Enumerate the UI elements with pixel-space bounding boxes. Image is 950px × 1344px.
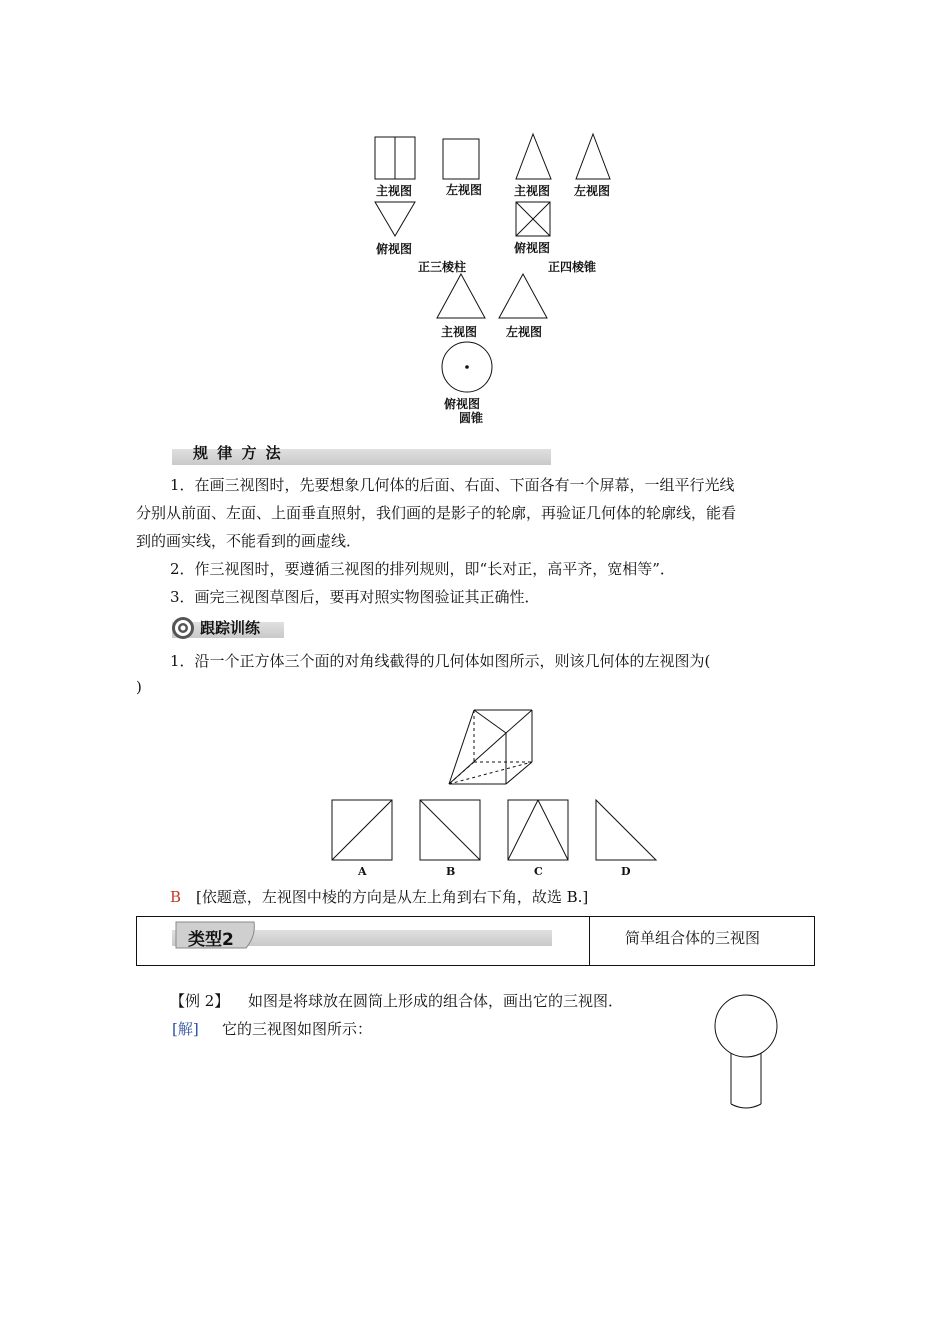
option-b-label: B — [446, 865, 456, 878]
method-title: 规 律 方 法 — [193, 444, 283, 462]
example-text: 如图是将球放在圆筒上形成的组合体，画出它的三视图． — [248, 992, 624, 1010]
type-badge: 类型2 — [188, 930, 234, 950]
pyramid-name-label: 正四棱锥 — [548, 260, 597, 274]
prism-left-label: 左视图 — [446, 183, 483, 197]
sphere-outline — [715, 995, 777, 1057]
pyramid-top-label: 俯视图 — [514, 241, 551, 255]
prism-front-label: 主视图 — [376, 184, 413, 198]
solution-text: 它的三视图如图所示： — [222, 1020, 373, 1038]
method-item1-line2: 分别从前面、左面、上面垂直照射，我们画的是影子的轮廓，再验证几何体的轮廓线，能看 — [136, 504, 737, 522]
method-item2: 2．作三视图时，要遵循三视图的排列规则，即“长对正，高平齐，宽相等”． — [170, 560, 675, 578]
practice-question-line1: 1．沿一个正方体三个面的对角线截得的几何体如图所示，则该几何体的左视图为( — [170, 652, 711, 670]
method-item1-line1: 1．在画三视图时，先要想象几何体的后面、右面、下面各有一个屏幕，一组平行光线 — [170, 476, 735, 494]
prism-name-label: 正三棱柱 — [418, 260, 467, 274]
example-label: 【例 2】 — [170, 992, 230, 1010]
option-a-label: A — [358, 865, 367, 878]
method-item3: 3．画完三视图草图后，要再对照实物图验证其正确性． — [170, 588, 540, 606]
cone-left-label: 左视图 — [506, 325, 543, 339]
method-item1-line3: 到的画实线，不能看到的画虚线． — [136, 532, 362, 550]
cone-top-label: 俯视图 — [444, 397, 481, 411]
cone-front-label: 主视图 — [441, 325, 478, 339]
answer-text: [依题意，左视图中棱的方向是从左上角到右下角，故选 B.] — [196, 888, 589, 906]
option-d-label: D — [621, 865, 631, 878]
cylinder-base-arc — [731, 1104, 761, 1108]
answer-letter: B — [170, 888, 182, 906]
practice-title: 跟踪训练 — [200, 619, 261, 637]
solution-label: [解] — [172, 1020, 199, 1038]
pyramid-front-label: 主视图 — [514, 184, 551, 198]
pyramid-left-label: 左视图 — [574, 184, 611, 198]
prism-top-label: 俯视图 — [376, 242, 413, 256]
type-title: 简单组合体的三视图 — [625, 929, 761, 947]
practice-question-line2: ) — [136, 678, 142, 696]
cone-name-label: 圆锥 — [459, 411, 484, 425]
option-c-label: C — [534, 865, 543, 878]
